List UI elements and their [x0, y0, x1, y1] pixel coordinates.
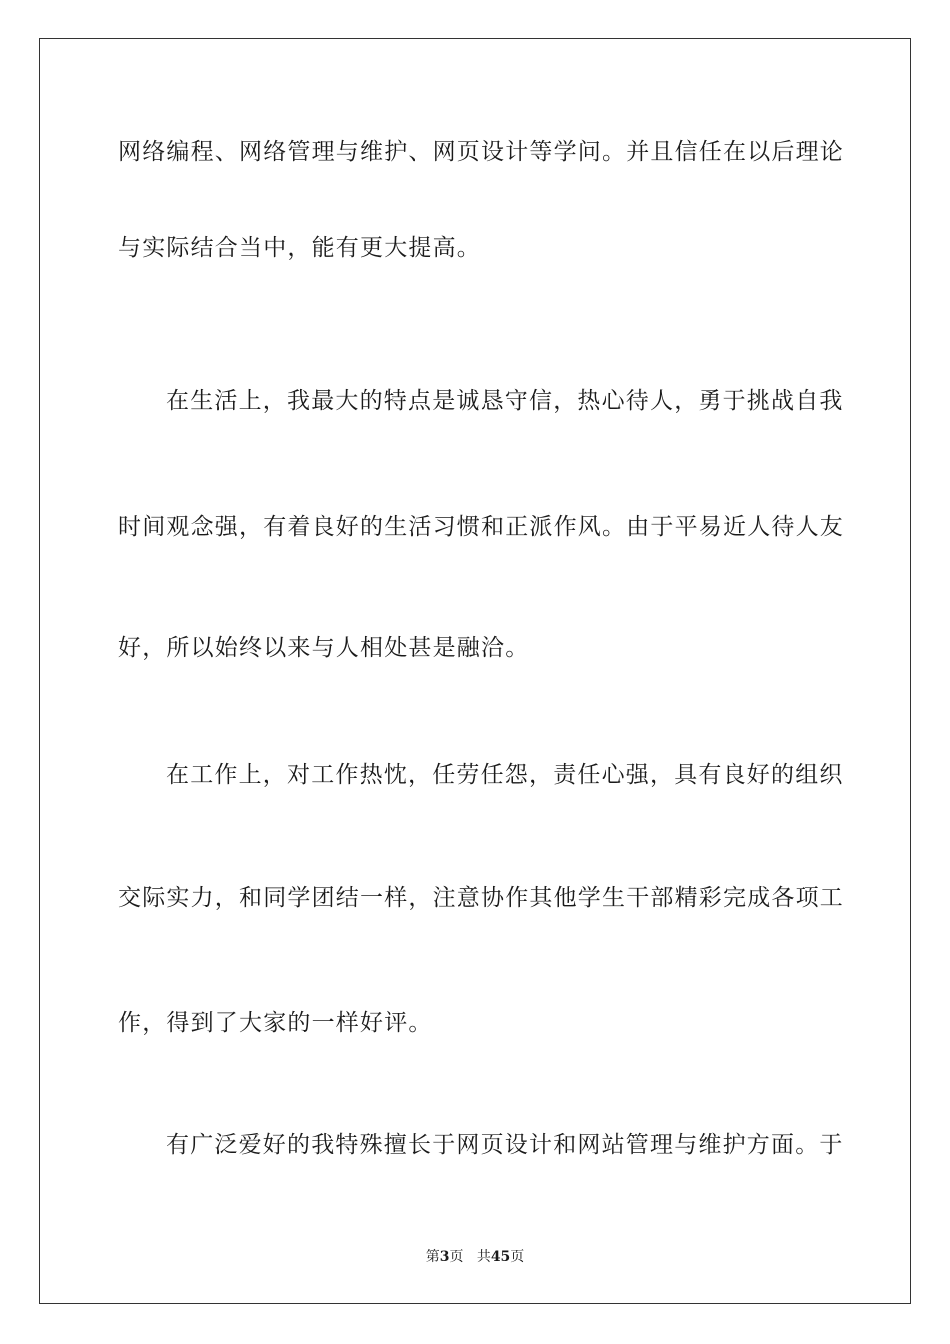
- page-suffix: 页: [449, 1249, 464, 1265]
- page-number: 3: [439, 1249, 450, 1265]
- total-suffix: 页: [510, 1249, 525, 1265]
- total-prefix: 共: [476, 1249, 491, 1265]
- text-line-5: 好，所以始终以来与人相处甚是融洽。: [118, 635, 530, 661]
- page-prefix: 第: [425, 1249, 440, 1265]
- text-line-7: 交际实力，和同学团结一样，注意协作其他学生干部精彩完成各项工: [118, 885, 844, 911]
- page-border: [39, 38, 911, 1304]
- text-line-8: 作，得到了大家的一样好评。: [118, 1010, 433, 1036]
- text-line-6: 在工作上，对工作热忱，任劳任怨，责任心强，具有良好的组织: [166, 762, 844, 788]
- text-line-2: 与实际结合当中，能有更大提高。: [118, 235, 481, 261]
- page-footer: [0, 1248, 950, 1266]
- text-line-1: 网络编程、网络管理与维护、网页设计等学问。并且信任在以后理论: [118, 139, 844, 165]
- total-pages: 45: [490, 1249, 511, 1265]
- text-line-4: 时间观念强，有着良好的生活习惯和正派作风。由于平易近人待人友: [118, 514, 844, 540]
- text-line-3: 在生活上，我最大的特点是诚恳守信，热心待人，勇于挑战自我: [166, 388, 844, 414]
- text-line-9: 有广泛爱好的我特殊擅长于网页设计和网站管理与维护方面。于: [166, 1132, 844, 1158]
